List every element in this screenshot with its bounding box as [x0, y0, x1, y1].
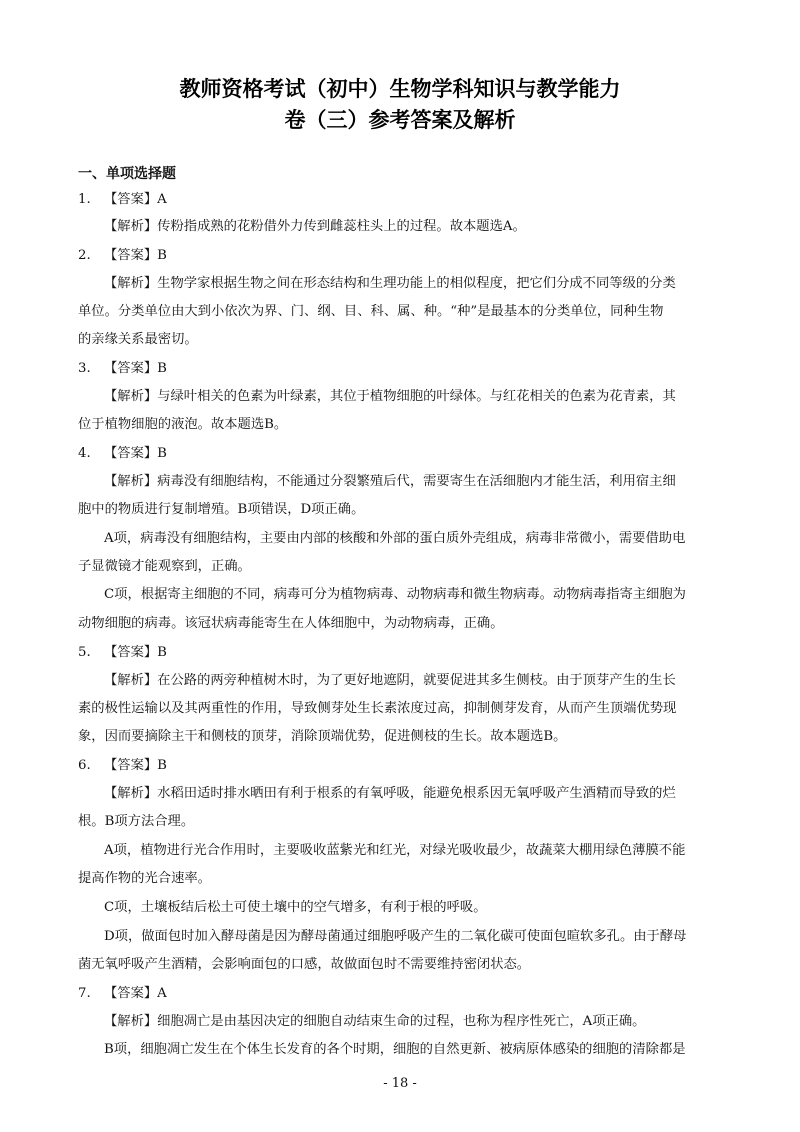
analysis-line: 子显微镜才能观察到，正确。: [78, 559, 251, 574]
analysis-line: 单位。分类单位由大到小依次为界、门、纲、目、科、属、种。“种”是最基本的分类单位，同种生物: [78, 304, 664, 319]
analysis-line: 【解析】水稻田适时排水晒田有利于根系的有氧呼吸，能避免根系因无氧呼吸产生酒精而导致的烂: [104, 786, 676, 801]
analysis-line: 根。B项方法合理。: [78, 814, 195, 829]
analysis-line: 提高作物的光合速率。: [78, 871, 211, 886]
analysis-line: 的亲缘关系最密切。: [78, 332, 198, 347]
answer-label: 【答案】B: [104, 446, 167, 461]
analysis-line: B项，细胞凋亡发生在个体生长发育的各个时期，细胞的自然更新、被病原体感染的细胞的清除都是: [104, 1042, 686, 1057]
document-subtitle: 卷（三）参考答案及解析: [284, 108, 516, 132]
analysis-line: 象，因而要摘除主干和侧枝的顶芽，消除顶端优势，促进侧枝的生长。故本题选B。: [78, 729, 567, 744]
analysis-line: 位于植物细胞的液泡。故本题选B。: [78, 417, 288, 432]
question-number: 7.: [78, 986, 91, 1001]
answer-row-6: [78, 756, 726, 776]
answer-row-7: [78, 984, 726, 1004]
answer-label: 【答案】B: [104, 248, 167, 263]
answer-label: 【答案】A: [104, 192, 167, 207]
document-title: 教师资格考试（初中）生物学科知识与教学能力: [179, 77, 621, 101]
analysis-line: 【解析】在公路的两旁种植树木时，为了更好地遮阴，就要促进其多生侧枝。由于顶芽产生的生长: [104, 673, 676, 688]
answer-label: 【答案】B: [104, 361, 167, 376]
analysis-line: D项，做面包时加入酵母菌是因为酵母菌通过细胞呼吸产生的二氧化碳可使面包暄软多孔。由于酵母: [104, 929, 687, 944]
answer-row-2: [78, 246, 726, 266]
analysis-line: 【解析】与绿叶相关的色素为叶绿素，其位于植物细胞的叶绿体。与红花相关的色素为花青素，其: [104, 389, 676, 404]
page-number: - 18 -: [383, 1076, 417, 1091]
question-number: 6.: [78, 758, 91, 773]
analysis-line: 素的极性运输以及其两重性的作用，导致侧芽处生长素浓度过高，抑制侧芽发育，从而产生顶端优势现: [78, 701, 677, 716]
analysis-line: C项，根据寄主细胞的不同，病毒可分为植物病毒、动物病毒和微生物病毒。动物病毒指寄主细胞为: [104, 587, 686, 602]
analysis-line: 胞中的物质进行复制增殖。B项错误，D项正确。: [78, 502, 365, 517]
analysis-line: 【解析】生物学家根据生物之间在形态结构和生理功能上的相似程度，把它们分成不同等级的分类: [104, 276, 676, 291]
answer-row-3: [78, 359, 726, 379]
question-number: 5.: [78, 645, 91, 660]
analysis-line: A项，病毒没有细胞结构，主要由内部的核酸和外部的蛋白质外壳组成，病毒非常微小，需要借助电: [104, 531, 686, 546]
analysis-line: 菌无氧呼吸产生酒精，会影响面包的口感，故做面包时不需要维持密闭状态。: [78, 957, 531, 972]
analysis-line: A项，植物进行光合作用时，主要吸收蓝紫光和红光，对绿光吸收最少，故蔬菜大棚用绿色薄膜不能: [104, 843, 686, 858]
analysis-line: 【解析】病毒没有细胞结构，不能通过分裂繁殖后代，需要寄生在活细胞内才能生活，利用宿主细: [104, 474, 676, 489]
section-heading: 一、单项选择题: [78, 166, 176, 182]
analysis-line: 【解析】传粉指成熟的花粉借外力传到雌蕊柱头上的过程。故本题选A。: [104, 219, 526, 234]
analysis-line: 动物细胞的病毒。该冠状病毒能寄生在人体细胞中，为动物病毒，正确。: [78, 616, 504, 631]
answer-label: 【答案】B: [104, 758, 167, 773]
answer-label: 【答案】A: [104, 986, 167, 1001]
answer-row-5: [78, 643, 726, 663]
answer-row-1: [78, 190, 726, 210]
analysis-line: C项，土壤板结后松土可使土壤中的空气增多，有利于根的呼吸。: [104, 900, 487, 915]
analysis-line: 【解析】细胞凋亡是由基因决定的细胞自动结束生命的过程，也称为程序性死亡，A项正确。: [104, 1014, 646, 1029]
answer-label: 【答案】B: [104, 645, 167, 660]
answer-row-4: [78, 444, 726, 464]
question-number: 4.: [78, 446, 91, 461]
question-number: 2.: [78, 248, 91, 263]
question-number: 1.: [78, 192, 91, 207]
question-number: 3.: [78, 361, 91, 376]
